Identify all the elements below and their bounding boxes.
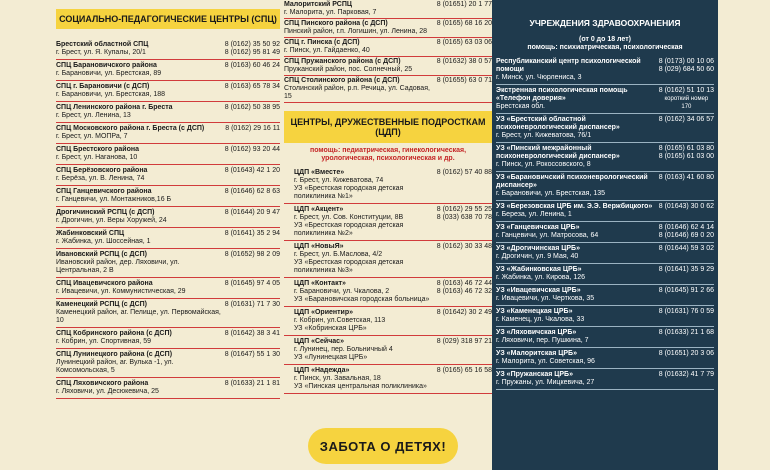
entry-text: [56, 188, 225, 204]
entry-name: СПЦ г. Пинска (с ДСП): [284, 39, 360, 46]
entry-phone[interactable]: 8 (0162) 93 20 44: [224, 146, 280, 153]
list-item: [56, 278, 280, 299]
list-item: [284, 0, 492, 19]
entry-phone-block: [659, 145, 714, 161]
entry-phone-block: [659, 203, 714, 211]
entry-phone-block: [659, 116, 714, 124]
entry-name: УЗ «Пинский межрайонный психоневрологический диспансер»: [496, 145, 620, 160]
entry-phone-block: [225, 104, 280, 112]
entry-name: УЗ «Жабинковская ЦРБ»: [496, 266, 582, 273]
entry-name: СПЦ Кобринского района (с ДСП): [56, 330, 172, 337]
entry-name: ЦДП «Ориентир»: [294, 309, 354, 316]
entry-name: Республиканский центр психологической помощи: [496, 58, 641, 73]
entry-text: [284, 243, 437, 275]
entry-name: Жабинковский СПЦ: [56, 230, 125, 237]
entry-address: Пинский район, г.п. Логишин, ул. Ленина, 28: [284, 28, 428, 35]
entry-phone[interactable]: 8 (01645) 91 2 66: [658, 287, 714, 294]
list-item: [56, 186, 280, 207]
entry-phone[interactable]: 8 (01644) 59 3 02: [658, 245, 714, 252]
list-item: [56, 249, 280, 278]
list-item: [496, 143, 714, 172]
list-item: [496, 243, 714, 264]
list-item: [496, 172, 714, 201]
entry-phone[interactable]: 8 (0163) 46 72 44 8 (0163) 46 72 32: [436, 280, 492, 295]
entry-text: [56, 41, 225, 57]
entry-text: [56, 104, 225, 120]
entry-phone[interactable]: 8 (0163) 60 46 24: [224, 62, 280, 69]
list-item: [56, 378, 280, 399]
entry-phone[interactable]: 8 (0162) 30 33 48: [436, 243, 492, 250]
entry-phone-block: [437, 338, 492, 346]
entry-address: г. Пружаны, ул. Мицкевича, 27: [496, 379, 595, 386]
list-item: [496, 264, 714, 285]
entry-phone[interactable]: 8 (01645) 97 4 05: [224, 280, 280, 287]
entry-phone[interactable]: 8 (01646) 62 8 63: [224, 188, 280, 195]
entry-text: [496, 224, 659, 240]
entry-address: г. Брест, ул. Ленина, 13: [56, 112, 131, 119]
entry-address: г. Малорита, ул. Парковая, 7: [284, 9, 377, 16]
entry-phone[interactable]: 8 (01633) 21 1 81: [224, 380, 280, 387]
entry-phone-block: [659, 174, 714, 182]
list-item: [56, 123, 280, 144]
list-item: [284, 336, 492, 365]
entry-text: [284, 77, 437, 101]
entry-phone-block: [437, 309, 492, 317]
entry-name: УЗ «Ляховичская ЦРБ»: [496, 329, 577, 336]
entry-text: [56, 167, 225, 183]
entry-address: г. Жабинка, ул. Кирова, 126: [496, 274, 586, 281]
entry-phone[interactable]: 8 (01643) 30 0 62: [658, 203, 714, 210]
list-item: [496, 201, 714, 222]
entry-phone[interactable]: 8 (0163) 65 78 34: [224, 83, 280, 90]
entry-text: [56, 380, 225, 396]
list-item: [56, 207, 280, 228]
entry-phone[interactable]: 8 (01644) 20 9 47: [224, 209, 280, 216]
entry-text: [284, 367, 437, 391]
entry-phone-block: [225, 125, 280, 133]
entry-name: УЗ «Березовская ЦРБ им. Э.Э. Вержбицкого»: [496, 203, 653, 210]
entry-phone-block: [659, 245, 714, 253]
health-list: [496, 56, 714, 390]
entry-phone[interactable]: 8 (01641) 35 9 29: [658, 266, 714, 273]
entry-name: СПЦ Брестского района: [56, 146, 139, 153]
entry-phone[interactable]: 8 (01632) 41 7 79: [658, 371, 714, 378]
entry-phone-block: [437, 39, 492, 47]
entry-address: г. Брест, ул. Кижеватова, 76/1: [496, 132, 592, 139]
entry-address: г. Ивацевичи, ул. Черткова, 35: [496, 295, 595, 302]
entry-phone[interactable]: 8 (0165) 68 16 20: [436, 20, 492, 27]
section-title-health: УЧРЕЖДЕНИЯ ЗДРАВООХРАНЕНИЯ: [529, 18, 681, 28]
entry-phone-block: [659, 371, 714, 379]
cdp-list: [284, 167, 492, 394]
entry-address: г. Барановичи, ул. Брестская, 188: [56, 91, 165, 98]
entry-text: [496, 266, 659, 282]
entry-name: СПЦ г. Барановичи (с ДСП): [56, 83, 150, 90]
entry-phone-block: [225, 209, 280, 217]
entry-phone[interactable]: 8 (0173) 00 10 06 8 (029) 684 50 60: [658, 58, 714, 73]
entry-phone[interactable]: 8 (01652) 98 2 09: [224, 251, 280, 258]
list-item: [56, 328, 280, 349]
entry-phone[interactable]: 8 (01647) 55 1 30: [224, 351, 280, 358]
entry-phone-block: [225, 380, 280, 388]
entry-name: УЗ «Пружанская ЦРБ»: [496, 371, 573, 378]
entry-address: г. Пинск, ул. Рокоссовского, 8: [496, 161, 591, 168]
entry-address: г. Ляховичи, ул. Десюкевича, 25: [56, 388, 159, 395]
entry-address: г. Пинск, ул. Завальная, 18 УЗ «Пинская центральная поликлиника»: [294, 375, 427, 390]
entry-phone[interactable]: 8 (0162) 34 06 57: [658, 116, 714, 123]
care-for-children-button[interactable]: ЗАБОТА О ДЕТЯХ!: [308, 428, 458, 464]
entry-phone-block: [225, 83, 280, 91]
entry-phone[interactable]: 8 (01643) 42 1 20: [224, 167, 280, 174]
list-item: [56, 349, 280, 378]
entry-phone-block: [659, 87, 714, 111]
list-item: [56, 39, 280, 60]
entry-address: г. Жабинка, ул. Шоссейная, 1: [56, 238, 151, 245]
list-item: [284, 365, 492, 394]
entry-phone-block: [225, 251, 280, 259]
entry-text: [284, 280, 437, 304]
entry-address: Лунинецкий район, аг. Вулька -1, ул. Комсомольская, 5: [56, 359, 174, 374]
entry-address: г. Барановичи, ул. Брестская, 135: [496, 190, 605, 197]
entry-phone-block: [437, 77, 492, 85]
entry-phone-block: [659, 308, 714, 316]
entry-address: г. Брест, ул. Я. Купалы, 20/1: [56, 49, 146, 56]
entry-text: [284, 58, 437, 74]
list-item: [56, 60, 280, 81]
entry-address: г. Малорита, ул. Советская, 96: [496, 358, 595, 365]
entry-phone[interactable]: 8 (0162) 29 16 11: [225, 125, 280, 132]
entry-address: г. Брест, ул. Кижеватова, 74 УЗ «Брестская городская детская поликлиника №1»: [294, 177, 404, 200]
entry-name: УЗ «Ганцевичская ЦРБ»: [496, 224, 580, 231]
list-item: [284, 57, 492, 76]
entry-phone[interactable]: 8 (01646) 62 4 14 8 (01646) 69 0 20: [658, 224, 714, 239]
entry-phone-block: [225, 41, 280, 57]
entry-address: г. Лунинец, пер. Больничный 4 УЗ «Лунинецкая ЦРБ»: [294, 346, 393, 361]
cdp-help-note: помощь: педиатрическая, гинекологическая, урологическая, психологическая и др.: [309, 147, 467, 162]
entry-text: [496, 145, 659, 169]
entry-phone-block: [437, 243, 492, 251]
entry-name: Ивановский РСПЦ (с ДСП): [56, 251, 147, 258]
list-item: [496, 285, 714, 306]
entry-name: Каменецкий РСПЦ (с ДСП): [56, 301, 148, 308]
entry-name: ЦДП «Сейчас»: [294, 338, 344, 345]
entry-phone[interactable]: 8 (0162) 35 50 92 8 (0162) 95 81 49: [224, 41, 280, 56]
entry-phone[interactable]: 8 (01633) 21 1 68: [658, 329, 714, 336]
entry-address: г. Барановичи, ул. Чкалова, 2 УЗ «Барановичская городская больница»: [294, 288, 430, 303]
youth-centers-column: [280, 0, 492, 470]
entry-phone[interactable]: 8 (0162) 57 40 88: [436, 169, 492, 176]
entry-phone-block: [659, 287, 714, 295]
entry-name: СПЦ Барановичского района: [56, 62, 157, 69]
entry-phone[interactable]: 8 (01632) 38 0 57: [436, 58, 492, 65]
spc-list-continued: [284, 0, 492, 103]
entry-name: УЗ «Барановичский психоневрологический диспансер»: [496, 174, 648, 189]
entry-address: г. Береза, ул. Ленина, 1: [496, 211, 572, 218]
entry-phone-block: [659, 329, 714, 337]
entry-phone[interactable]: 8 (01642) 38 3 41: [224, 330, 280, 337]
entry-address: г. Ганцевичи, ул. Матросова, 64: [496, 232, 599, 239]
list-item: [56, 102, 280, 123]
entry-phone-block: [225, 330, 280, 338]
entry-phone[interactable]: 8 (01631) 76 0 59: [658, 308, 714, 315]
entry-text: [56, 230, 225, 246]
list-item: [56, 299, 280, 328]
list-item: [496, 222, 714, 243]
entry-note: короткий номер 170: [664, 96, 709, 110]
entry-text: [496, 87, 659, 111]
entry-name: СПЦ Пружанского района (с ДСП): [284, 58, 401, 65]
entry-phone-block: [659, 224, 714, 240]
entry-name: УЗ «Малоритская ЦРБ»: [496, 350, 577, 357]
entry-address: г. Берёза, ул. В. Ленина, 74: [56, 175, 145, 182]
entry-text: [496, 287, 659, 303]
entry-phone[interactable]: 8 (0162) 50 38 95: [224, 104, 280, 111]
entry-phone[interactable]: 8 (029) 318 97 21: [436, 338, 492, 345]
entry-name: СПЦ Московского района г. Бреста (с ДСП): [56, 125, 205, 132]
entry-name: Дрогичинский РСПЦ (с ДСП): [56, 209, 155, 216]
list-item: [496, 369, 714, 390]
entry-name: СПЦ Столинского района (с ДСП): [284, 77, 400, 84]
list-item: [56, 144, 280, 165]
entry-name: УЗ «Ивацевичская ЦРБ»: [496, 287, 581, 294]
entry-address: г. Барановичи, ул. Брестская, 89: [56, 70, 162, 77]
entry-address: г. Ганцевичи, ул. Монтажников,16 Б: [56, 196, 172, 203]
list-item: [284, 204, 492, 241]
entry-phone[interactable]: 8 (0165) 63 03 06: [436, 39, 492, 46]
list-item: [284, 278, 492, 307]
entry-phone[interactable]: 8 (0162) 51 10 13: [658, 87, 714, 94]
entry-address: г. Брест, ул. Сов. Конституции, 8В УЗ «Брестская городская детская поликлиника №2»: [294, 214, 404, 237]
entry-phone[interactable]: 8 (01655) 63 0 71: [436, 77, 492, 84]
entry-phone[interactable]: 8 (01641) 35 2 94: [224, 230, 280, 237]
entry-phone[interactable]: 8 (01642) 30 2 49: [436, 309, 492, 316]
entry-text: [496, 203, 659, 219]
entry-phone-block: [225, 280, 280, 288]
entry-text: [496, 58, 659, 82]
entry-name: СПЦ Ленинского района г. Бреста: [56, 104, 173, 111]
entry-text: [284, 39, 437, 55]
entry-phone-block: [225, 301, 280, 309]
list-item: [496, 114, 714, 143]
entry-text: [56, 146, 225, 162]
list-item: [284, 241, 492, 278]
entry-phone[interactable]: 8 (01651) 20 1 77: [436, 1, 492, 8]
entry-text: [496, 350, 659, 366]
entry-name: УЗ «Каменецкая ЦРБ»: [496, 308, 573, 315]
list-item: [496, 327, 714, 348]
entry-address: г. Ивацевичи, ул. Коммунистическая, 29: [56, 288, 186, 295]
entry-phone-block: [659, 350, 714, 358]
entry-text: [56, 209, 225, 225]
list-item: [496, 348, 714, 369]
spc-list: [56, 39, 280, 399]
entry-name: Экстренная психологическая помощь «Телефон доверия»: [496, 87, 628, 102]
entry-address: г. Кобрин, ул. Спортивная, 59: [56, 338, 151, 345]
entry-address: г. Брест, ул. МОПРа, 7: [56, 133, 128, 140]
entry-phone-block: [659, 266, 714, 274]
list-item: [496, 56, 714, 85]
entry-text: [496, 245, 659, 261]
entry-address: г. Пинск, ул. Гайдаенко, 40: [284, 47, 370, 54]
entry-phone-block: [225, 351, 280, 359]
entry-phone-block: [225, 188, 280, 196]
entry-address: Пружанский район, пос. Солнечный, 25: [284, 66, 413, 73]
list-item: [496, 85, 714, 114]
entry-name: СПЦ Ганцевичского района: [56, 188, 152, 195]
entry-name: СПЦ Ивацевичского района: [56, 280, 153, 287]
entry-text: [56, 62, 225, 78]
entry-text: [284, 338, 437, 362]
entry-address: Ивановский район, дер. Ляховичи, ул. Центральная, 2 В: [56, 259, 180, 274]
entry-name: ЦДП «Вместе»: [294, 169, 345, 176]
entry-address: г. Брест, ул. Наганова, 10: [56, 154, 138, 161]
entry-address: г. Брест, ул. Б.Маслова, 4/2 УЗ «Брестская городская детская поликлиника №3»: [294, 251, 404, 274]
entry-text: [496, 308, 659, 324]
entry-name: ЦДП «НовыЯ»: [294, 243, 344, 250]
entry-phone-block: [437, 280, 492, 296]
entry-name: УЗ «Дрогичинская ЦРБ»: [496, 245, 580, 252]
entry-text: [56, 351, 225, 375]
list-item: [284, 19, 492, 38]
entry-phone[interactable]: 8 (0162) 29 55 25 8 (033) 638 70 78: [436, 206, 492, 221]
entry-phone-block: [659, 58, 714, 74]
list-item: [284, 307, 492, 336]
entry-phone-block: [437, 1, 492, 9]
entry-address: г. Минск, ул. Чюрлениса, 3: [496, 74, 582, 81]
entry-address: г. Ляховичи, пер. Пушкина, 7: [496, 337, 589, 344]
entry-address: Столинский район, р.п. Речица, ул. Садовая, 15: [284, 85, 430, 100]
entry-text: [56, 83, 225, 99]
entry-text: [284, 206, 437, 238]
entry-name: Малоритский РСПЦ: [284, 1, 352, 8]
entry-text: [284, 309, 437, 333]
entry-text: [284, 169, 437, 201]
health-column: [492, 0, 718, 470]
entry-address: г. Каменец, ул. Чкалова, 33: [496, 316, 585, 323]
entry-phone-block: [225, 167, 280, 175]
entry-text: [56, 330, 225, 346]
entry-address: Каменецкий район, аг. Пелище, ул. Первомайская, 10: [56, 309, 221, 324]
entry-name: СПЦ Берёзовского района: [56, 167, 148, 174]
entry-address: г. Дрогичин, ул. Веры Хоружей, 24: [56, 217, 167, 224]
list-item: [56, 81, 280, 102]
list-item: [56, 228, 280, 249]
entry-phone[interactable]: 8 (0163) 41 60 80: [658, 174, 714, 181]
entry-phone[interactable]: 8 (0165) 65 16 58: [436, 367, 492, 374]
entry-phone-block: [437, 367, 492, 375]
entry-phone-block: [437, 206, 492, 222]
entry-name: СПЦ Пинского района (с ДСП): [284, 20, 388, 27]
entry-phone-block: [225, 62, 280, 70]
section-title-spc: СОЦИАЛЬНО-ПЕДАГОГИЧЕСКИЕ ЦЕНТРЫ (СПЦ): [56, 9, 280, 29]
entry-address: г. Дрогичин, ул. 9 Мая, 40: [496, 253, 579, 260]
entry-name: СПЦ Ляховичского района: [56, 380, 149, 387]
entry-phone-block: [437, 20, 492, 28]
health-subtitle: (от 0 до 18 лет) помощь: психиатрическая, психологическая: [527, 36, 683, 51]
entry-name: УЗ «Брестский областной психоневрологический диспансер»: [496, 116, 620, 131]
entry-text: [56, 125, 225, 141]
entry-address: г. Кобрин, ул.Советская, 113 УЗ «Кобринская ЦРБ»: [294, 317, 386, 332]
entry-name: ЦДП «Контакт»: [294, 280, 346, 287]
entry-text: [284, 1, 437, 17]
entry-name: ЦДП «Акцент»: [294, 206, 344, 213]
entry-phone-block: [437, 58, 492, 66]
entry-phone[interactable]: 8 (01651) 20 3 06: [658, 350, 714, 357]
entry-text: [496, 371, 659, 387]
entry-name: ЦДП «Надежда»: [294, 367, 350, 374]
entry-phone-block: [225, 146, 280, 154]
social-centers-column: [50, 0, 280, 470]
entry-text: [56, 251, 225, 275]
list-item: [284, 167, 492, 204]
entry-name: СПЦ Лунинецкого района (с ДСП): [56, 351, 173, 358]
list-item: [56, 165, 280, 186]
entry-text: [496, 329, 659, 345]
entry-phone-block: [437, 169, 492, 177]
entry-name: Брестский областной СПЦ: [56, 41, 149, 48]
list-item: [284, 38, 492, 57]
list-item: [284, 76, 492, 103]
list-item: [496, 306, 714, 327]
section-title-cdp: ЦЕНТРЫ, ДРУЖЕСТВЕННЫЕ ПОДРОСТКАМ (ЦДП): [284, 111, 492, 143]
entry-text: [496, 174, 659, 198]
entry-text: [284, 20, 437, 36]
entry-phone-block: [225, 230, 280, 238]
entry-text: [56, 301, 225, 325]
entry-phone[interactable]: 8 (01631) 71 7 30: [224, 301, 280, 308]
entry-text: [496, 116, 659, 140]
entry-phone[interactable]: 8 (0165) 61 03 80 8 (0165) 61 03 00: [658, 145, 714, 160]
entry-address: Брестская обл.: [496, 103, 545, 110]
entry-text: [56, 280, 225, 296]
